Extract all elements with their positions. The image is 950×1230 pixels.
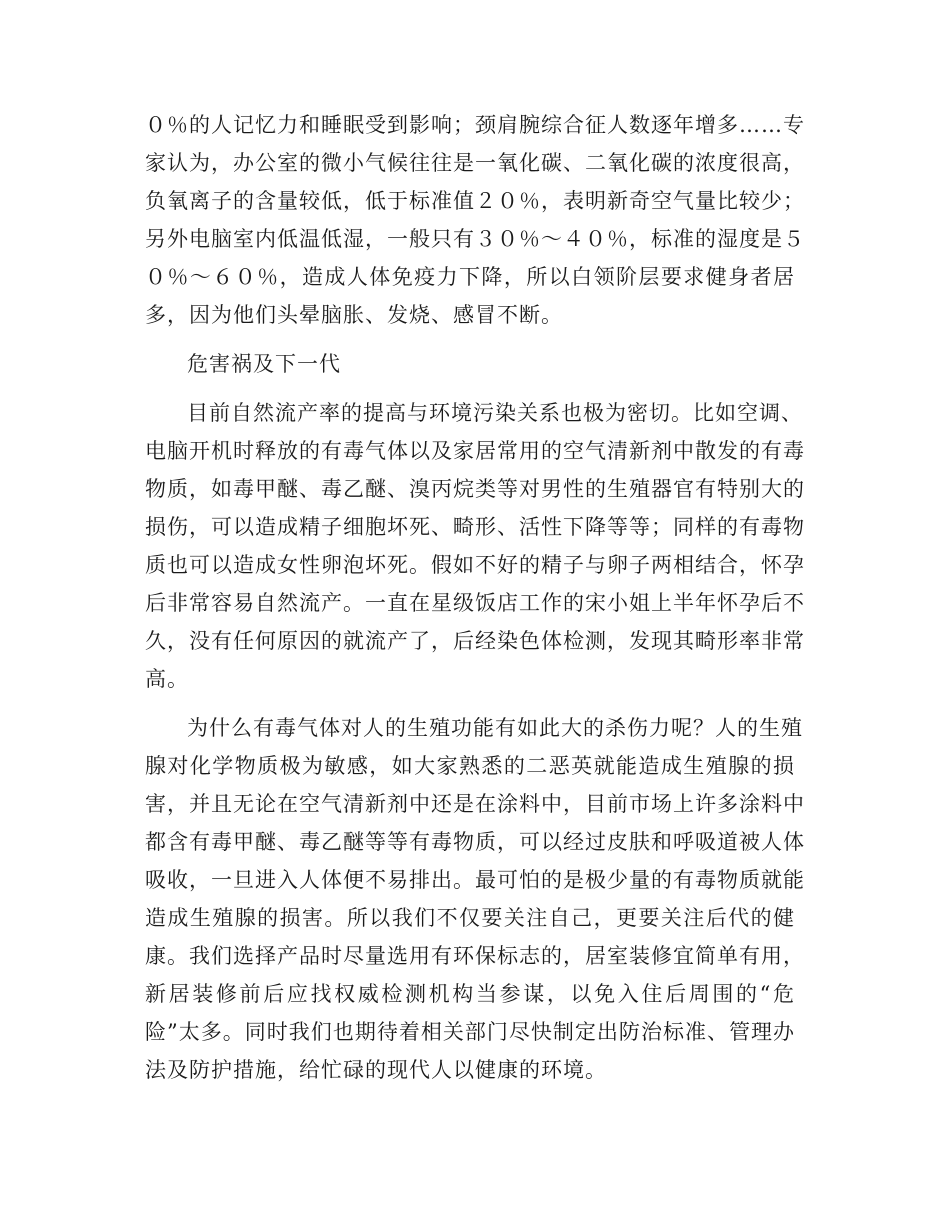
paragraph3-line: 康。我们选择产品时尽量选用有环保标志的，居室装修宜简单有用，	[145, 944, 805, 968]
paragraph1-line: 多，因为他们头晕脑胀、发烧、感冒不断。	[145, 303, 563, 327]
paragraph1-line: ０％的人记忆力和睡眠受到影响；颈肩腕综合征人数逐年增多……专	[145, 113, 805, 137]
paragraph3-line: 害，并且无论在空气清新剂中还是在涂料中，目前市场上许多涂料中	[145, 792, 805, 816]
paragraph3-line: 都含有毒甲醚、毒乙醚等等有毒物质，可以经过皮肤和呼吸道被人体	[145, 830, 805, 854]
paragraph1-line: ０％～６０％，造成人体免疫力下降，所以白领阶层要求健身者居	[145, 265, 795, 289]
paragraph3-line: 腺对化学物质极为敏感，如大家熟悉的二恶英就能造成生殖腺的损	[145, 754, 795, 778]
paragraph3-line: 造成生殖腺的损害。所以我们不仅要关注自己，更要关注后代的健	[145, 906, 795, 930]
paragraph2-line: 目前自然流产率的提高与环境污染关系也极为密切。比如空调、	[187, 401, 803, 425]
paragraph3-line: 为什么有毒气体对人的生殖功能有如此大的杀伤力呢？人的生殖	[187, 716, 803, 740]
paragraph2-line: 电脑开机时释放的有毒气体以及家居常用的空气清新剂中散发的有毒	[145, 439, 805, 463]
paragraph2-line: 久，没有任何原因的就流产了，后经染色体检测，发现其畸形率非常	[145, 629, 805, 653]
paragraph3-line: 法及防护措施，给忙碌的现代人以健康的环境。	[145, 1058, 607, 1082]
paragraph2-line: 高。	[145, 667, 189, 691]
paragraph2-line: 后非常容易自然流产。一直在星级饭店工作的宋小姐上半年怀孕后不	[145, 591, 805, 615]
paragraph2-line: 物质，如毒甲醚、毒乙醚、溴丙烷类等对男性的生殖器官有特别大的	[145, 477, 805, 501]
paragraph3-line: 新居装修前后应找权威检测机构当参谋，以免入住后周围的“危	[145, 982, 795, 1006]
paragraph1-line: 家认为，办公室的微小气候往往是一氧化碳、二氧化碳的浓度很高，	[145, 151, 805, 175]
paragraph1-line: 负氧离子的含量较低，低于标准值２０％，表明新奇空气量比较少；	[145, 189, 805, 213]
paragraph3-line: 吸收，一旦进入人体便不易排出。最可怕的是极少量的有毒物质就能	[145, 868, 805, 892]
paragraph1-line: 另外电脑室内低温低湿，一般只有３０％～４０％，标准的湿度是５	[145, 227, 805, 251]
paragraph2-line: 质也可以造成女性卵泡坏死。假如不好的精子与卵子两相结合，怀孕	[145, 553, 805, 577]
section-heading: 危害祸及下一代	[187, 352, 341, 376]
paragraph3-line: 险”太多。同时我们也期待着相关部门尽快制定出防治标准、管理办	[145, 1020, 795, 1044]
paragraph2-line: 损伤，可以造成精子细胞坏死、畸形、活性下降等等；同样的有毒物	[145, 515, 805, 539]
